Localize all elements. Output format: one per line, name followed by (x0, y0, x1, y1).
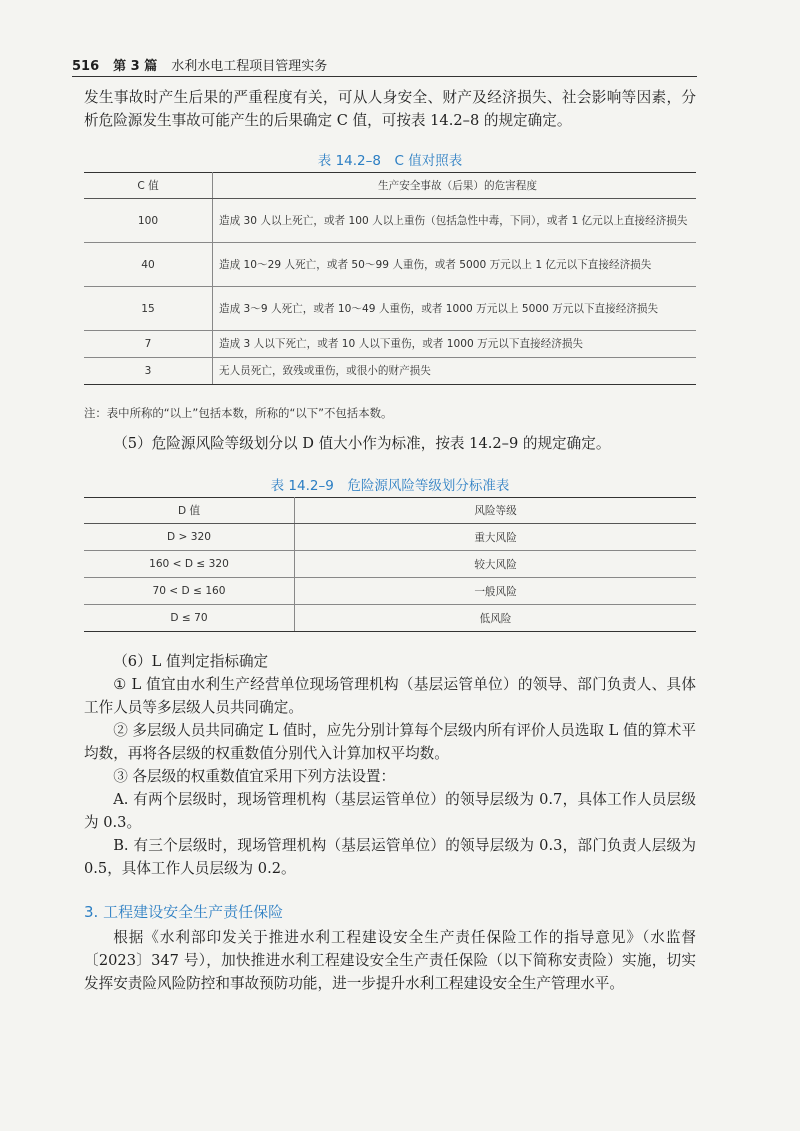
section6-body (84, 650, 696, 880)
header-rule (72, 76, 697, 77)
d-range-cell: 70 < D ≤ 160 (84, 578, 295, 605)
table1-note: 注：表中所称的“以上”包括本数，所称的“以下”不包括本数。 (84, 406, 393, 420)
section6-point-b: B. 有三个层级时，现场管理机构（基层运管单位）的领导层级为 0.3，部门负责人层级为 0.5，具体工作人员层级为 0.2。 (84, 837, 696, 877)
table-row (84, 578, 696, 605)
c-value-cell: 40 (84, 243, 213, 287)
c-value-table (84, 172, 696, 385)
table-row (84, 605, 696, 632)
page-header (72, 44, 697, 74)
table-row (84, 524, 696, 551)
section6-point-2: ② 多层级人员共同确定 L 值时，应先分别计算每个层级内所有评价人员选取 L 值的算术平均数，再将各层级的权重数值分别代入计算加权平均数。 (84, 722, 696, 762)
c-value-cell: 15 (84, 287, 213, 331)
table-row (84, 331, 696, 358)
severity-cell: 造成 3～9 人死亡，或者 10～49 人重伤，或者 1000 万元以上 5000 万元以下直接经济损失 (213, 287, 697, 331)
d-range-cell: D > 320 (84, 524, 295, 551)
severity-cell: 无人员死亡，致残或重伤，或很小的财产损失 (213, 358, 697, 385)
c-value-cell: 3 (84, 358, 213, 385)
section6-point-a: A. 有两个层级时，现场管理机构（基层运管单位）的领导层级为 0.7，具体工作人员层级为 0.3。 (84, 791, 696, 831)
chapter-label: 第 3 篇 (113, 59, 158, 74)
severity-cell: 造成 3 人以下死亡，或者 10 人以下重伤，或者 1000 万元以下直接经济损失 (213, 331, 697, 358)
paragraph-5: （5）危险源风险等级划分以 D 值大小作为标准，按表 14.2–9 的规定确定。 (113, 435, 611, 452)
d-range-cell: 160 < D ≤ 320 (84, 551, 295, 578)
table-header-row (84, 173, 696, 199)
table-row (84, 287, 696, 331)
column-header-risk: 风险等级 (295, 498, 697, 524)
table-row (84, 358, 696, 385)
column-header-c: C 值 (84, 173, 213, 199)
table2-caption: 表 14.2–9 危险源风险等级划分标准表 (270, 478, 510, 494)
intro-paragraph: 发生事故时产生后果的严重程度有关，可从人身安全、财产及经济损失、社会影响等因素，分析危险源发生事故可能产生的后果确定 C 值，可按表 14.2–8 的规定确定。 (84, 89, 696, 129)
risk-level-cell: 低风险 (295, 605, 697, 632)
risk-level-cell: 重大风险 (295, 524, 697, 551)
section3-title: 3. 工程建设安全生产责任保险 (84, 903, 284, 921)
d-range-cell: D ≤ 70 (84, 605, 295, 632)
section6-title: （6）L 值判定指标确定 (113, 653, 269, 670)
table-row (84, 199, 696, 243)
risk-level-cell: 一般风险 (295, 578, 697, 605)
section6-point-3: ③ 各层级的权重数值宜采用下列方法设置： (113, 768, 396, 785)
risk-level-cell: 较大风险 (295, 551, 697, 578)
table-header-row (84, 498, 696, 524)
section3-body: 根据《水利部印发关于推进水利工程建设安全生产责任保险工作的指导意见》（水监督〔2023〕347 号），加快推进水利工程建设安全生产责任保险（以下简称安责险）实施，切实发挥安责险风险防控和事故预防功能，进一步提升水利工程建设安全生产管理水平。 (84, 929, 696, 992)
column-header-d: D 值 (84, 498, 295, 524)
table-row (84, 243, 696, 287)
c-value-cell: 7 (84, 331, 213, 358)
page-number: 516 (72, 59, 100, 74)
column-header-severity: 生产安全事故（后果）的危害程度 (213, 173, 697, 199)
risk-level-table (84, 497, 696, 632)
severity-cell: 造成 30 人以上死亡，或者 100 人以上重伤（包括急性中毒，下同），或者 1 亿元以上直接经济损失 (213, 199, 697, 243)
book-title: 水利水电工程项目管理实务 (171, 59, 328, 74)
severity-cell: 造成 10～29 人死亡，或者 50～99 人重伤，或者 5000 万元以上 1 亿元以下直接经济损失 (213, 243, 697, 287)
table-row (84, 551, 696, 578)
table1-caption: 表 14.2–8 C 值对照表 (317, 153, 463, 169)
c-value-cell: 100 (84, 199, 213, 243)
section6-point-1: ① L 值宜由水利生产经营单位现场管理机构（基层运管单位）的领导、部门负责人、具体工作人员等多层级人员共同确定。 (84, 676, 696, 716)
